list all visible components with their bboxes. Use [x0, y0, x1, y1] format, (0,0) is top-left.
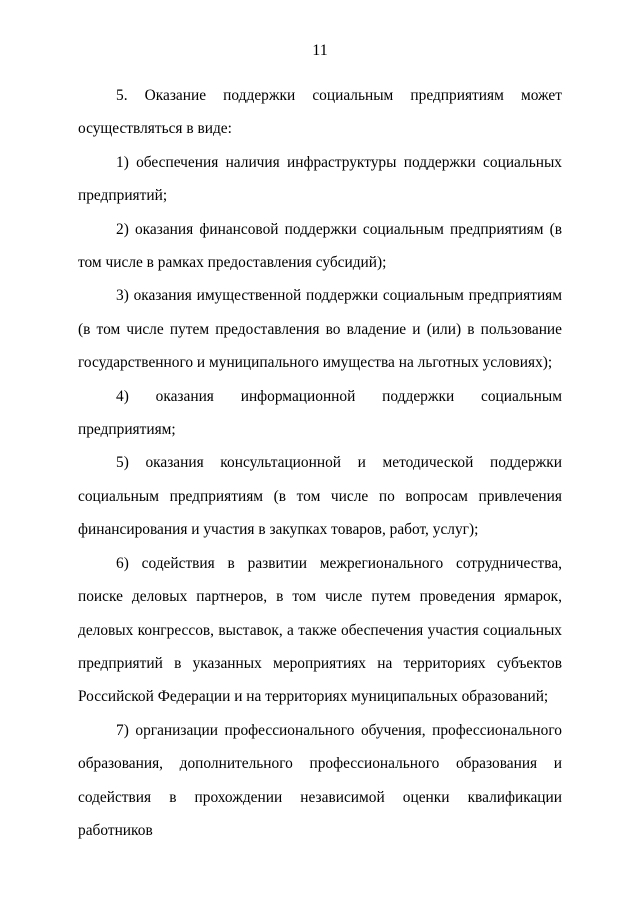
paragraph-subitem-1: 1) обеспечения наличия инфраструктуры поддержки социальных предприятий;: [78, 153, 562, 205]
paragraph-subitem-4: 4) оказания информационной поддержки социальным предприятиям;: [78, 387, 562, 439]
paragraph-subitem-2: 2) оказания финансовой поддержки социальным предприятиям (в том числе в рамках предоставления субсидий);: [78, 220, 562, 272]
paragraph-subitem-6: 6) содействия в развитии межрегионального сотрудничества, поиске деловых партнеров, в том числе путем проведения ярмарок, деловых конгрессов, выставок, а также обеспечения участия социальных предприятий в указанных мероприятиях на территориях субъектов Российской Федерации и на территориях муниципальных образований;: [78, 554, 562, 706]
page-number: 11: [312, 42, 328, 59]
paragraph-subitem-7: 7) организации профессионального обучения, профессионального образования, дополнительного профессионального образования и содействия в прохождении независимой оценки квалификации работников: [78, 721, 562, 839]
document-body: [78, 79, 562, 847]
paragraph-item-5: 5. Оказание поддержки социальным предприятиям может осуществляться в виде:: [78, 87, 562, 138]
paragraph-subitem-5: 5) оказания консультационной и методической поддержки социальным предприятиям (в том числе по вопросам привлечения финансирования и участия в закупках товаров, работ, услуг);: [78, 454, 562, 539]
paragraph-subitem-3: 3) оказания имущественной поддержки социальным предприятиям (в том числе путем предоставления во владение и (или) в пользование государственного и муниципального имущества на льготных условиях);: [78, 287, 562, 372]
